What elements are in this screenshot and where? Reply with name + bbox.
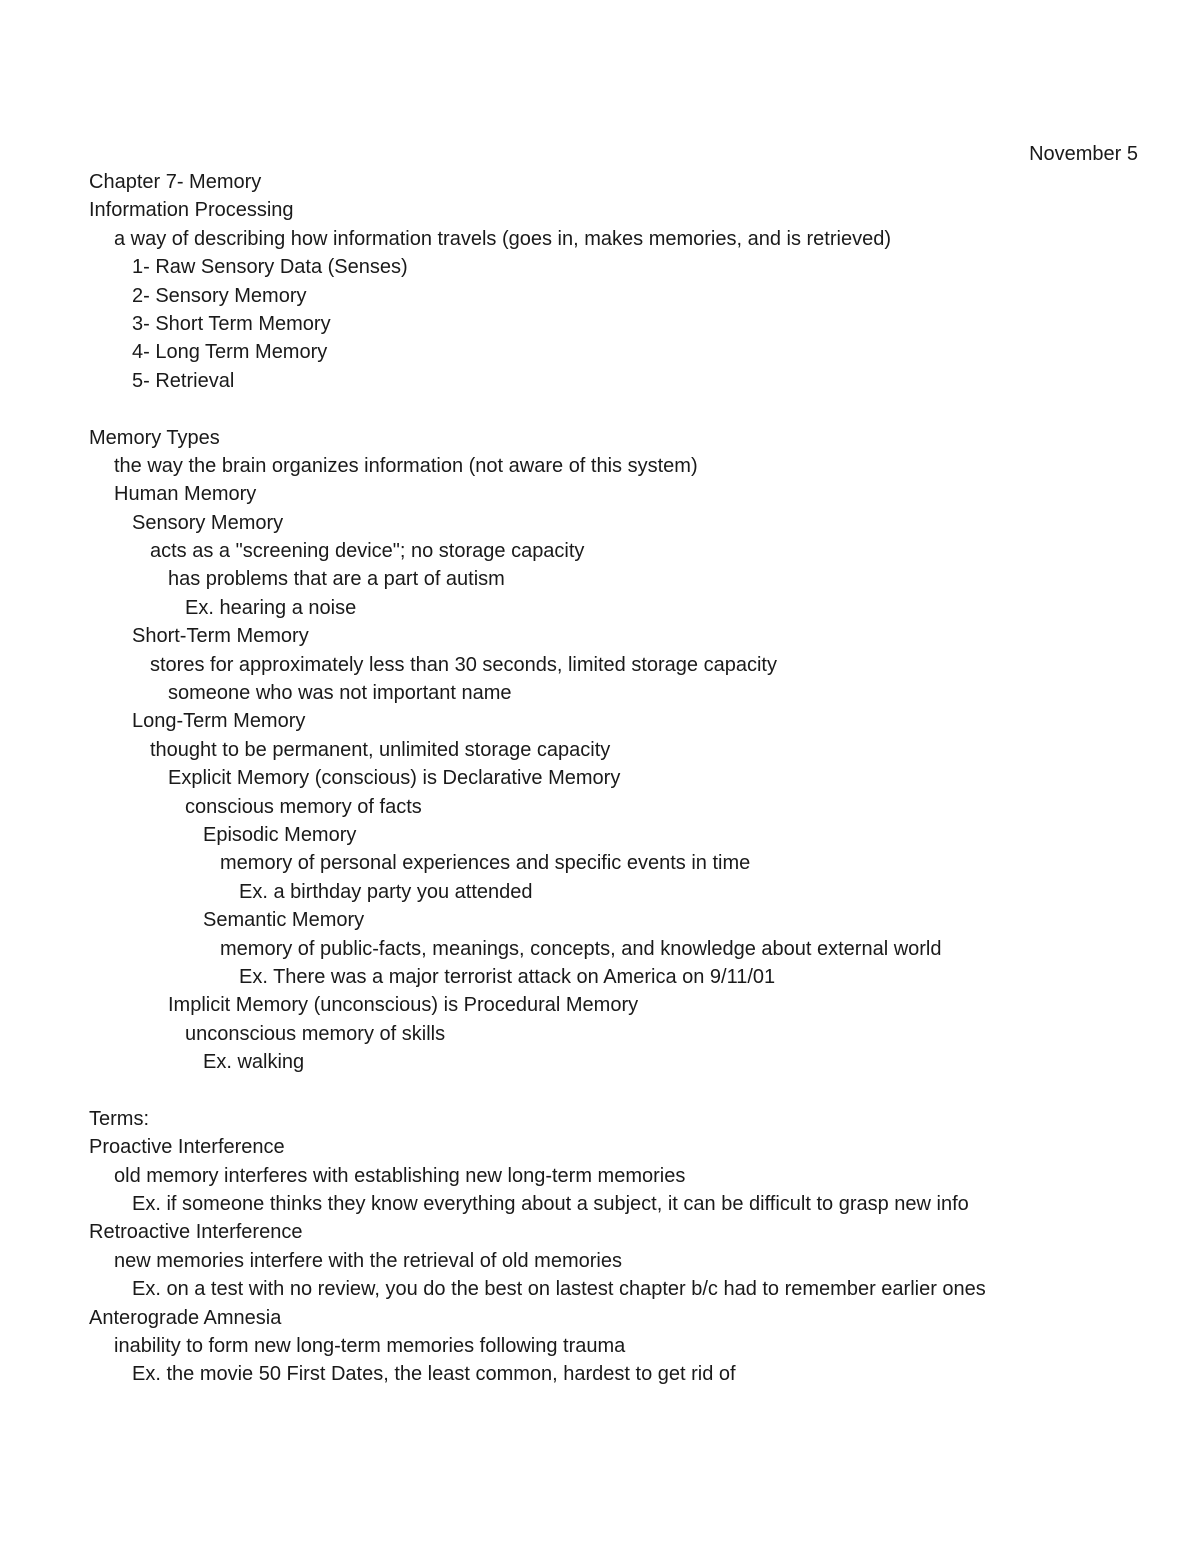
example-text: Ex. There was a major terrorist attack on America on 9/11/01 <box>239 965 776 988</box>
note-text: memory of personal experiences and specific events in time <box>220 852 751 875</box>
note-text: someone who was not important name <box>168 682 512 705</box>
note-text: acts as a "screening device"; no storage capacity <box>150 540 585 563</box>
note-text: stores for approximately less than 30 seconds, limited storage capacity <box>150 653 777 676</box>
note-text: memory of public-facts, meanings, concepts, and knowledge about external world <box>220 937 942 960</box>
note-text: conscious memory of facts <box>185 795 422 818</box>
chapter-title: Chapter 7- Memory <box>89 171 262 193</box>
example-text: Ex. hearing a noise <box>185 596 357 619</box>
term-definition: inability to form new long-term memories following trauma <box>114 1335 626 1358</box>
subheading: Explicit Memory (conscious) is Declarative Memory <box>168 767 621 790</box>
term-name: Proactive Interference <box>89 1136 285 1159</box>
subheading: Long-Term Memory <box>132 710 306 733</box>
term-definition: old memory interferes with establishing new long-term memories <box>114 1164 686 1187</box>
note-text: unconscious memory of skills <box>185 1022 446 1045</box>
step-item: 4- Long Term Memory <box>132 341 328 364</box>
subheading: Human Memory <box>114 483 257 506</box>
example-text: Ex. the movie 50 First Dates, the least common, hardest to get rid of <box>132 1363 736 1386</box>
section-description: a way of describing how information travels (goes in, makes memories, and is retrieved) <box>114 227 891 250</box>
step-item: 3- Short Term Memory <box>132 312 331 335</box>
example-text: Ex. a birthday party you attended <box>239 880 533 903</box>
note-text: has problems that are a part of autism <box>168 568 505 591</box>
step-item: 2- Sensory Memory <box>132 284 307 307</box>
step-item: 1- Raw Sensory Data (Senses) <box>132 256 408 279</box>
section-heading: Information Processing <box>89 199 294 222</box>
term-definition: new memories interfere with the retrieval of old memories <box>114 1249 622 1272</box>
subheading: Episodic Memory <box>203 823 357 846</box>
example-text: Ex. on a test with no review, you do the best on lastest chapter b/c had to remember earlier ones <box>132 1278 986 1301</box>
subheading: Sensory Memory <box>132 511 284 534</box>
blank-line <box>89 1077 1169 1105</box>
subheading: Semantic Memory <box>203 909 365 932</box>
note-text: thought to be permanent, unlimited storage capacity <box>150 738 611 761</box>
term-name: Retroactive Interference <box>89 1221 303 1244</box>
subheading: Implicit Memory (unconscious) is Procedural Memory <box>168 994 639 1017</box>
step-item: 5- Retrieval <box>132 369 235 392</box>
section-heading: Terms: <box>89 1107 149 1130</box>
section-description: the way the brain organizes information (not aware of this system) <box>114 454 698 477</box>
subheading: Short-Term Memory <box>132 625 309 648</box>
date-label: November 5 <box>1029 143 1138 165</box>
term-name: Anterograde Amnesia <box>89 1306 282 1329</box>
example-text: Ex. walking <box>203 1051 305 1074</box>
example-text: Ex. if someone thinks they know everything about a subject, it can be difficult to grasp new info <box>132 1193 969 1216</box>
notes-body <box>89 168 1169 1389</box>
section-heading: Memory Types <box>89 426 220 449</box>
blank-line <box>89 395 1169 423</box>
